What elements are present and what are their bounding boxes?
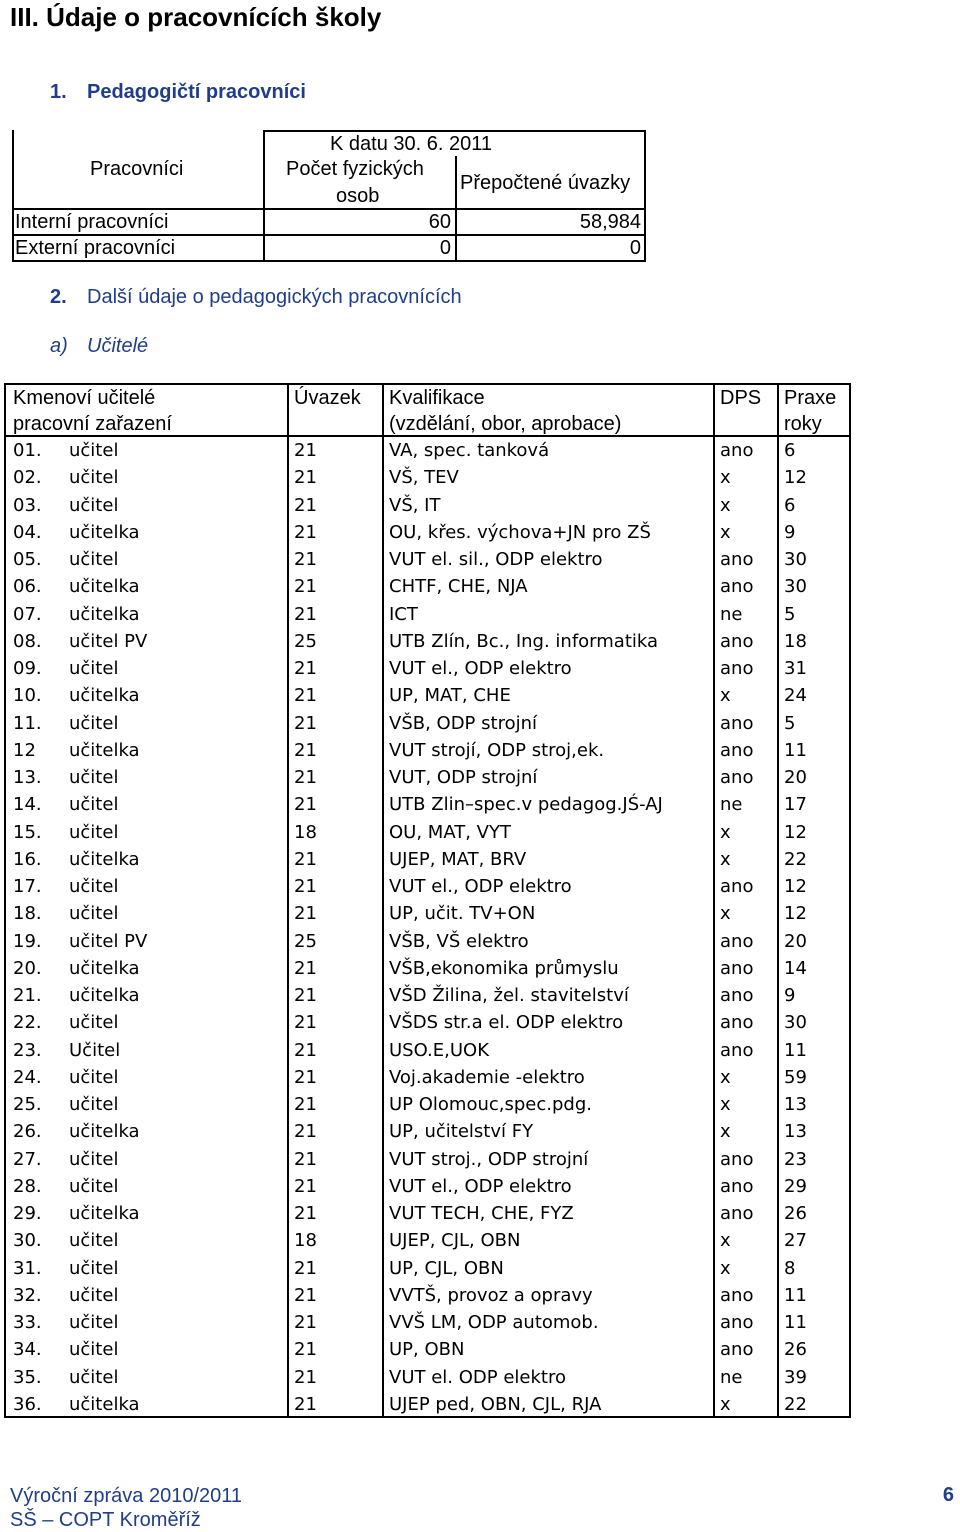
row-experience: 12 — [784, 876, 807, 897]
row-qualification: UJEP ped, OBN, CJL, RJA — [389, 1393, 602, 1415]
row-experience: 13 — [784, 1121, 807, 1143]
row-position: učitel — [69, 1312, 119, 1333]
row-experience: 12 — [784, 467, 807, 489]
row-dps: ne — [720, 603, 743, 625]
table-row — [6, 846, 849, 873]
row-workload: 21 — [294, 1393, 317, 1415]
row-experience: 59 — [784, 1066, 807, 1088]
row-qualification: UP, učit. TV+ON — [389, 903, 536, 925]
header-dps: DPS — [720, 387, 762, 409]
row-dps: ano — [720, 1339, 754, 1361]
row-qualification: VUT el. sil., ODP elektro — [389, 549, 603, 570]
row-experience: 11 — [784, 1039, 807, 1061]
row-experience: 22 — [784, 848, 807, 870]
row-workload: 21 — [294, 440, 317, 461]
row-experience: 24 — [784, 685, 807, 707]
row-position: učitelka — [69, 576, 140, 598]
row-position: učitel — [69, 658, 119, 679]
col-header-workers: Pracovníci — [90, 158, 184, 180]
row-dps: ano — [720, 658, 754, 679]
row-dps: x — [720, 903, 731, 925]
row-position: učitel — [69, 467, 119, 489]
table-row — [6, 1282, 849, 1309]
row-persons-external: 0 — [439, 237, 451, 259]
table-row — [6, 1391, 849, 1418]
row-number: 07. — [13, 603, 42, 625]
row-workload: 21 — [294, 1012, 317, 1034]
row-number: 01. — [13, 440, 42, 461]
row-dps: ano — [720, 739, 754, 761]
row-number: 09. — [13, 658, 42, 679]
row-qualification: VŠD Žilina, žel. stavitelství — [389, 985, 629, 1006]
row-dps: x — [720, 467, 731, 489]
row-position: učitelka — [69, 957, 140, 979]
row-experience: 30 — [784, 576, 807, 598]
row-position: učitel — [69, 1230, 119, 1252]
row-number: 32. — [13, 1284, 42, 1306]
table-row — [6, 873, 849, 900]
row-workload: 21 — [294, 985, 317, 1006]
header-staff-line1: Kmenoví učitelé — [13, 387, 156, 409]
row-number: 16. — [13, 848, 42, 870]
row-dps: x — [720, 685, 731, 707]
table-row — [6, 1009, 849, 1036]
row-workload: 21 — [294, 1339, 317, 1361]
row-position: Učitel — [69, 1039, 121, 1061]
row-number: 28. — [13, 1175, 42, 1197]
row-qualification: UP, učitelství FY — [389, 1121, 534, 1143]
header-experience-line1: Praxe — [784, 387, 837, 409]
row-number: 26. — [13, 1121, 42, 1143]
table-row — [6, 900, 849, 927]
row-number: 14. — [13, 794, 42, 816]
section-heading-2 — [50, 286, 462, 309]
table-row — [6, 737, 849, 764]
row-experience: 5 — [784, 603, 796, 625]
table-row — [6, 1364, 849, 1391]
row-workload: 21 — [294, 876, 317, 897]
row-qualification: VUT TECH, CHE, FYZ — [389, 1203, 574, 1224]
row-qualification: VUT el. ODP elektro — [389, 1366, 566, 1388]
section-title: Pedagogičtí pracovníci — [87, 81, 306, 103]
row-workload: 21 — [294, 1175, 317, 1197]
row-workload: 21 — [294, 712, 317, 734]
row-dps: x — [720, 1393, 731, 1415]
row-dps: ano — [720, 1148, 754, 1170]
table-row — [6, 1146, 849, 1173]
table-date-header: K datu 30. 6. 2011 — [330, 133, 492, 155]
table-row — [6, 1200, 849, 1227]
row-workload: 21 — [294, 1066, 317, 1088]
row-experience: 12 — [784, 903, 807, 925]
row-fte-external: 0 — [629, 237, 641, 259]
row-position: učitelka — [69, 1393, 140, 1415]
row-workload: 18 — [294, 821, 317, 843]
row-qualification: UJEP, MAT, BRV — [389, 848, 527, 870]
row-experience: 22 — [784, 1393, 807, 1415]
header-qualification-line2: (vzdělání, obor, aprobace) — [389, 413, 622, 435]
row-qualification: VA, spec. tanková — [389, 440, 550, 461]
table-row — [6, 628, 849, 655]
row-qualification: UP, MAT, CHE — [389, 685, 511, 707]
row-experience: 11 — [784, 739, 807, 761]
row-qualification: UTB Zlin–spec.v pedagog.JŚ-AJ — [389, 794, 663, 816]
row-qualification: VŠ, IT — [389, 494, 441, 516]
row-qualification: UP, OBN — [389, 1339, 465, 1361]
row-number: 27. — [13, 1148, 42, 1170]
table-row — [6, 464, 849, 491]
row-workload: 25 — [294, 930, 317, 952]
row-number: 24. — [13, 1066, 42, 1088]
row-experience: 14 — [784, 957, 807, 979]
col-header-fte: Přepočtené úvazky — [460, 172, 631, 194]
row-position: učitelka — [69, 521, 140, 543]
row-position: učitel PV — [69, 930, 148, 952]
row-dps: ne — [720, 1366, 743, 1388]
row-qualification: VŠ, TEV — [389, 467, 459, 489]
row-dps: ano — [720, 1012, 754, 1034]
row-position: učitelka — [69, 1203, 140, 1224]
row-qualification: VUT el., ODP elektro — [389, 876, 572, 897]
row-position: učitel — [69, 1284, 119, 1306]
row-workload: 21 — [294, 903, 317, 925]
row-dps: x — [720, 1066, 731, 1088]
row-qualification: Voj.akademie -elektro — [389, 1066, 585, 1088]
row-dps: x — [720, 1257, 731, 1279]
row-experience: 12 — [784, 821, 807, 843]
row-position: učitelka — [69, 685, 140, 707]
row-number: 03. — [13, 494, 42, 516]
row-workload: 21 — [294, 603, 317, 625]
row-position: učitel — [69, 494, 119, 516]
row-position: učitel — [69, 1094, 119, 1115]
row-dps: ano — [720, 440, 754, 461]
table-row — [6, 492, 849, 519]
footer-report-title: Výroční zpráva 2010/2011 — [10, 1485, 243, 1507]
row-qualification: USO.E,UOK — [389, 1039, 490, 1061]
row-position: učitel — [69, 821, 119, 843]
row-workload: 21 — [294, 1039, 317, 1061]
col-header-persons-line2: osob — [336, 185, 380, 207]
row-experience: 11 — [784, 1284, 807, 1306]
table-row — [6, 1336, 849, 1363]
row-number: 05. — [13, 549, 42, 570]
row-dps: ano — [720, 1312, 754, 1333]
row-experience: 31 — [784, 658, 807, 679]
row-workload: 21 — [294, 794, 317, 816]
row-workload: 18 — [294, 1230, 317, 1252]
row-experience: 30 — [784, 1012, 807, 1034]
row-position: učitel — [69, 876, 119, 897]
row-experience: 30 — [784, 549, 807, 570]
row-position: učitel — [69, 1339, 119, 1361]
row-qualification: UTB Zlín, Bc., Ing. informatika — [389, 630, 659, 652]
row-dps: ano — [720, 930, 754, 952]
table-row — [6, 1227, 849, 1254]
table-row — [6, 573, 849, 600]
row-number: 25. — [13, 1094, 42, 1115]
row-workload: 21 — [294, 576, 317, 598]
footer-school-name: SŠ – COPT Kroměříž — [10, 1509, 201, 1531]
row-fte-internal: 58,984 — [579, 211, 641, 233]
row-experience: 20 — [784, 930, 807, 952]
row-experience: 39 — [784, 1366, 807, 1388]
row-qualification: OU, křes. výchova+JN pro ZŠ — [389, 521, 651, 543]
row-workload: 21 — [294, 549, 317, 570]
table-row — [6, 437, 849, 464]
page-title: III. Údaje o pracovnících školy — [10, 2, 382, 32]
row-dps: ano — [720, 1039, 754, 1061]
row-qualification: VŠDS str.a el. ODP elektro — [389, 1012, 624, 1034]
row-qualification: UP, CJL, OBN — [389, 1257, 504, 1279]
row-label-external: Externí pracovníci — [15, 237, 176, 259]
table-row — [6, 1309, 849, 1336]
row-position: učitel — [69, 1066, 119, 1088]
row-workload: 21 — [294, 1257, 317, 1279]
row-workload: 21 — [294, 1312, 317, 1333]
table-row — [6, 955, 849, 982]
table-row — [6, 1037, 849, 1064]
row-experience: 11 — [784, 1312, 807, 1333]
row-position: učitel — [69, 767, 119, 788]
table-row — [6, 764, 849, 791]
table-row — [6, 519, 849, 546]
row-dps: ano — [720, 767, 754, 788]
row-persons-internal: 60 — [428, 211, 451, 233]
row-qualification: VUT stroj., ODP strojní — [389, 1148, 589, 1170]
row-number: 29. — [13, 1203, 42, 1224]
row-number: 34. — [13, 1339, 42, 1361]
row-number: 04. — [13, 521, 42, 543]
row-experience: 20 — [784, 767, 807, 788]
row-dps: x — [720, 848, 731, 870]
table-row — [6, 1118, 849, 1145]
header-qualification-line1: Kvalifikace — [389, 387, 485, 409]
row-workload: 21 — [294, 521, 317, 543]
row-number: 06. — [13, 576, 42, 598]
row-position: učitel — [69, 1366, 119, 1388]
row-number: 21. — [13, 985, 42, 1006]
row-experience: 17 — [784, 794, 807, 816]
row-workload: 21 — [294, 467, 317, 489]
table-row — [6, 982, 849, 1009]
table-row — [6, 682, 849, 709]
row-position: učitel — [69, 1148, 119, 1170]
table-row — [6, 1173, 849, 1200]
row-workload: 21 — [294, 848, 317, 870]
header-experience-line2: roky — [784, 413, 822, 435]
row-number: 30. — [13, 1230, 42, 1252]
table-row — [6, 601, 849, 628]
table-row — [6, 791, 849, 818]
row-dps: ano — [720, 876, 754, 897]
row-dps: x — [720, 1094, 731, 1115]
row-dps: ano — [720, 549, 754, 570]
row-experience: 9 — [784, 985, 796, 1006]
row-experience: 6 — [784, 440, 796, 461]
section-number: 2. — [50, 286, 67, 308]
row-workload: 21 — [294, 1203, 317, 1224]
subsection-title: Učitelé — [87, 335, 149, 357]
row-workload: 21 — [294, 1121, 317, 1143]
row-workload: 21 — [294, 767, 317, 788]
row-number: 17. — [13, 876, 42, 897]
row-workload: 21 — [294, 1148, 317, 1170]
row-qualification: CHTF, CHE, NJA — [389, 576, 528, 598]
row-workload: 21 — [294, 685, 317, 707]
row-number: 20. — [13, 957, 42, 979]
row-dps: ano — [720, 957, 754, 979]
row-qualification: VUT, ODP strojní — [389, 767, 538, 788]
row-number: 10. — [13, 685, 42, 707]
page-number: 6 — [942, 1484, 954, 1506]
row-number: 12 — [13, 739, 36, 761]
row-number: 18. — [13, 903, 42, 925]
section-number: 1. — [50, 81, 67, 103]
row-position: učitelka — [69, 848, 140, 870]
row-dps: x — [720, 1121, 731, 1143]
subsection-heading-a — [50, 335, 148, 358]
row-number: 13. — [13, 767, 42, 788]
row-workload: 21 — [294, 957, 317, 979]
row-workload: 21 — [294, 739, 317, 761]
header-workload: Úvazek — [294, 387, 361, 409]
row-dps: x — [720, 821, 731, 843]
section-title: Další údaje o pedagogických pracovnících — [87, 286, 462, 308]
row-position: učitel — [69, 549, 119, 570]
row-dps: ano — [720, 985, 754, 1006]
row-position: učitel PV — [69, 630, 148, 652]
row-experience: 8 — [784, 1257, 796, 1279]
section-heading-1 — [50, 81, 306, 104]
row-experience: 13 — [784, 1094, 807, 1115]
row-qualification: VŠB, VŠ elektro — [389, 930, 529, 952]
subsection-number: a) — [50, 335, 68, 357]
table-row — [6, 819, 849, 846]
row-dps: x — [720, 1230, 731, 1252]
row-number: 02. — [13, 467, 42, 489]
row-experience: 5 — [784, 712, 796, 734]
row-dps: ne — [720, 794, 743, 816]
row-number: 33. — [13, 1312, 42, 1333]
row-experience: 9 — [784, 521, 796, 543]
table-row — [6, 655, 849, 682]
row-qualification: UP Olomouc,spec.pdg. — [389, 1094, 593, 1115]
row-qualification: VŠB, ODP strojní — [389, 712, 537, 734]
row-experience: 18 — [784, 630, 807, 652]
row-experience: 6 — [784, 494, 796, 516]
row-qualification: ICT — [389, 603, 418, 625]
row-number: 19. — [13, 930, 42, 952]
row-number: 11. — [13, 712, 42, 734]
table-row — [6, 1064, 849, 1091]
row-experience: 26 — [784, 1203, 807, 1224]
row-qualification: VUT el., ODP elektro — [389, 1175, 572, 1197]
row-qualification: VVŠ LM, ODP automob. — [389, 1312, 599, 1333]
row-position: učitel — [69, 1012, 119, 1034]
row-dps: ano — [720, 712, 754, 734]
row-experience: 26 — [784, 1339, 807, 1361]
row-experience: 23 — [784, 1148, 807, 1170]
table-row — [6, 1091, 849, 1118]
row-qualification: VVTŠ, provoz a opravy — [389, 1284, 593, 1306]
table-row — [6, 546, 849, 573]
row-qualification: OU, MAT, VYT — [389, 821, 511, 843]
staff-count-table — [12, 130, 646, 262]
row-position: učitelka — [69, 1121, 140, 1143]
row-position: učitelka — [69, 739, 140, 761]
row-position: učitelka — [69, 603, 140, 625]
teachers-table — [4, 383, 851, 1418]
row-workload: 21 — [294, 658, 317, 679]
col-header-persons-line1: Počet fyzických — [286, 158, 424, 180]
row-number: 36. — [13, 1393, 42, 1415]
row-number: 08. — [13, 630, 42, 652]
row-dps: x — [720, 521, 731, 543]
row-dps: ano — [720, 630, 754, 652]
row-position: učitel — [69, 794, 119, 816]
row-workload: 21 — [294, 1366, 317, 1388]
row-workload: 25 — [294, 630, 317, 652]
row-number: 31. — [13, 1257, 42, 1279]
row-position: učitelka — [69, 985, 140, 1006]
row-qualification: VUT strojí, ODP stroj,ek. — [389, 739, 605, 761]
row-dps: ano — [720, 1175, 754, 1197]
row-experience: 27 — [784, 1230, 807, 1252]
row-experience: 29 — [784, 1175, 807, 1197]
row-position: učitel — [69, 1257, 119, 1279]
row-workload: 21 — [294, 494, 317, 516]
row-qualification: VŠB,ekonomika průmyslu — [389, 957, 619, 979]
table-row — [6, 710, 849, 737]
row-number: 22. — [13, 1012, 42, 1034]
row-dps: ano — [720, 576, 754, 598]
footer — [10, 1484, 242, 1532]
header-staff-line2: pracovní zařazení — [13, 413, 172, 435]
row-number: 35. — [13, 1366, 42, 1388]
row-workload: 21 — [294, 1094, 317, 1115]
row-position: učitel — [69, 440, 119, 461]
row-number: 15. — [13, 821, 42, 843]
row-position: učitel — [69, 903, 119, 925]
row-dps: ano — [720, 1284, 754, 1306]
row-position: učitel — [69, 712, 119, 734]
table-row — [6, 1255, 849, 1282]
table-row — [6, 928, 849, 955]
row-dps: x — [720, 494, 731, 516]
row-workload: 21 — [294, 1284, 317, 1306]
row-label-internal: Interní pracovníci — [15, 211, 169, 233]
row-number: 23. — [13, 1039, 42, 1061]
row-position: učitel — [69, 1175, 119, 1197]
row-qualification: VUT el., ODP elektro — [389, 658, 572, 679]
row-dps: ano — [720, 1203, 754, 1224]
row-qualification: UJEP, CJL, OBN — [389, 1230, 521, 1252]
